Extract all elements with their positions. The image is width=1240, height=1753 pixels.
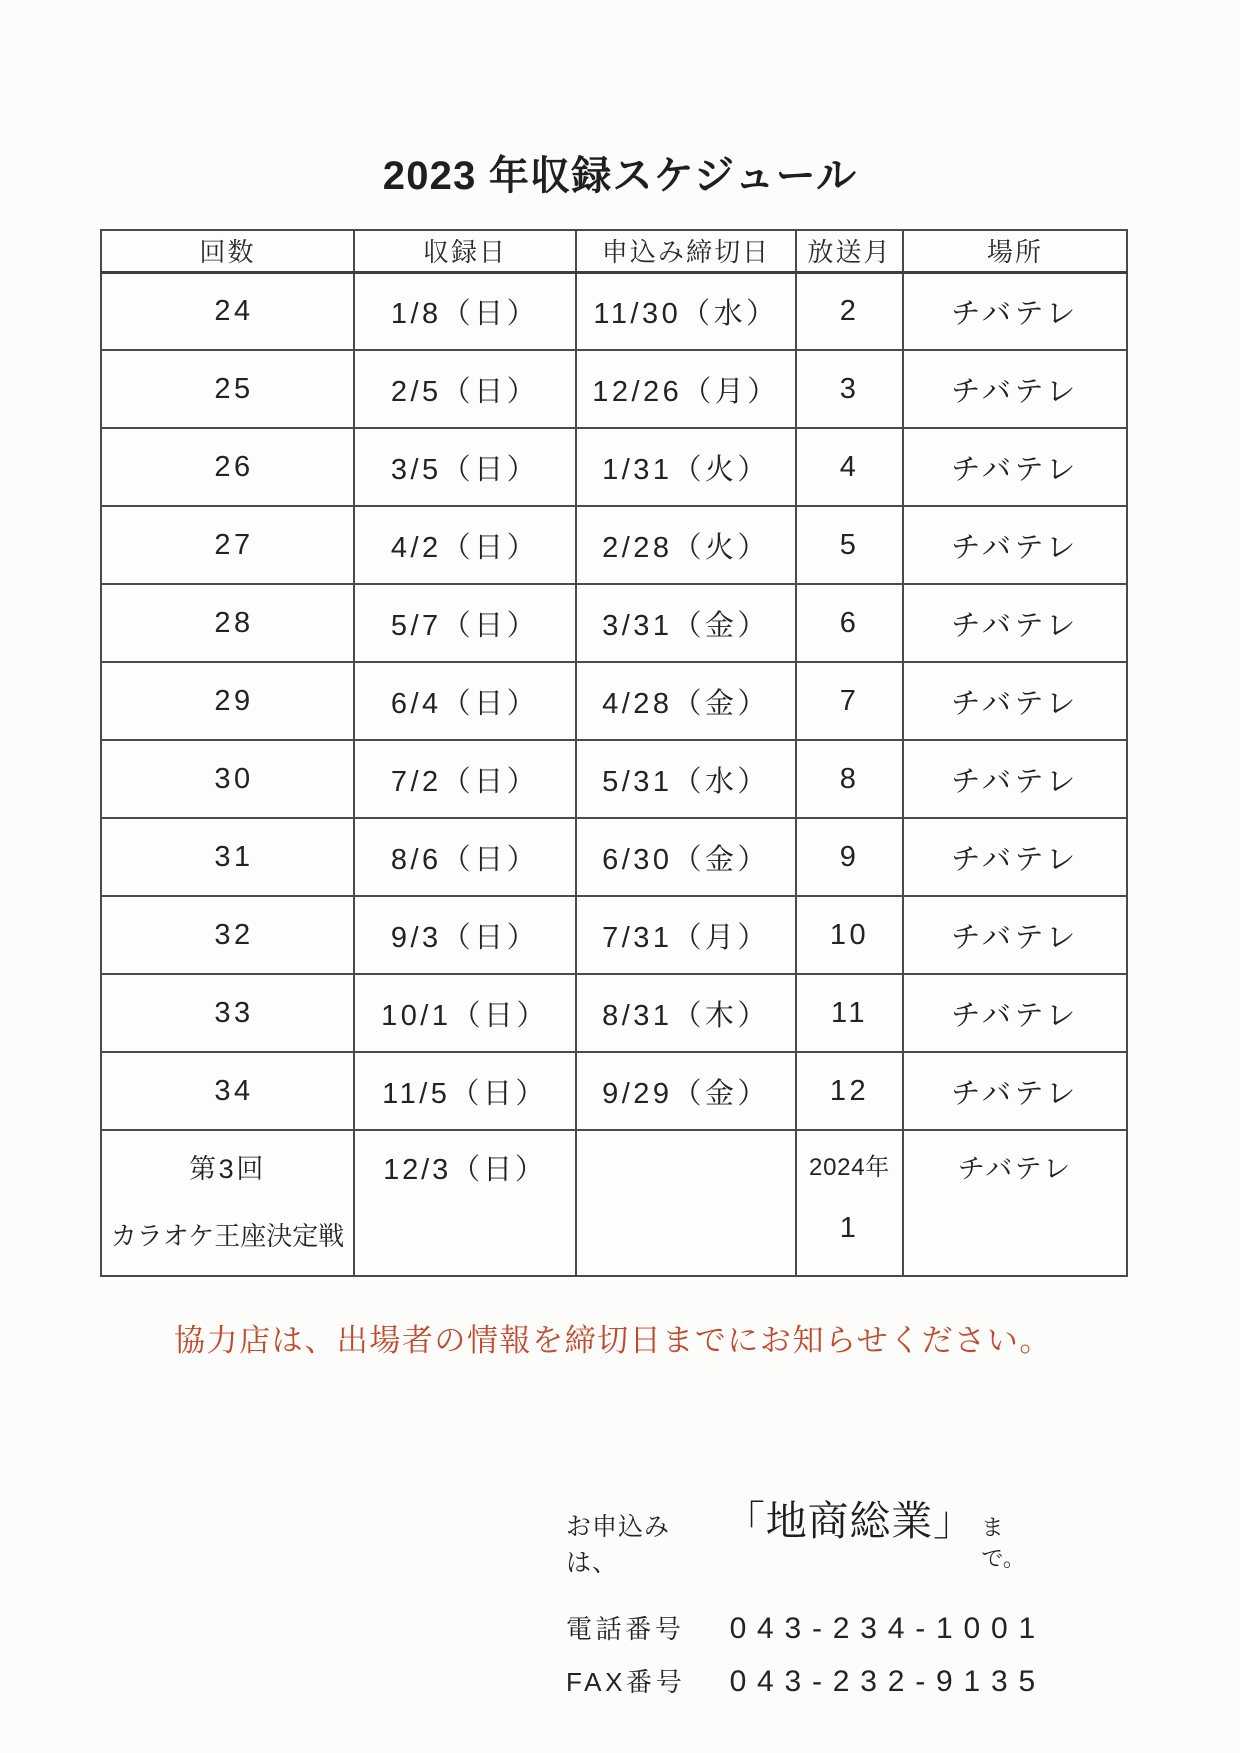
table-row (101, 584, 1127, 662)
table-row (101, 272, 1127, 350)
header-shurokubi: 収録日 (354, 230, 576, 272)
final-recording-date: 12/3（日） (383, 1154, 547, 1186)
cell-hosogetsu: 7 (796, 662, 903, 740)
cell-kaisu: 32 (101, 896, 354, 974)
header-kaisu: 回数 (101, 230, 354, 272)
table-row (101, 350, 1127, 428)
cell-shimekiri: 4/28（金） (576, 662, 796, 740)
header-basho: 場所 (903, 230, 1127, 272)
cell-basho: チバテレ (903, 662, 1127, 740)
cell-basho: チバテレ (903, 428, 1127, 506)
cell-shimekiri: 5/31（水） (576, 740, 796, 818)
cell-hosogetsu: 4 (796, 428, 903, 506)
cell-basho: チバテレ (903, 974, 1127, 1052)
table-row-final (101, 1130, 1127, 1276)
phone-number: 043-234-1001 (729, 1612, 1046, 1645)
final-round-label: 第3回 (188, 1154, 267, 1184)
phone-label: 電話番号 (566, 1614, 685, 1644)
cell-hosogetsu: 11 (796, 974, 903, 1052)
cell-shimekiri: 8/31（木） (576, 974, 796, 1052)
cell-shurokubi-final (354, 1130, 576, 1276)
cell-shurokubi: 6/4（日） (354, 662, 576, 740)
cell-kaisu: 34 (101, 1052, 354, 1130)
cell-shurokubi: 1/8（日） (354, 272, 576, 350)
table-row (101, 506, 1127, 584)
table-row (101, 896, 1127, 974)
application-line (566, 1488, 1046, 1579)
page-title: 2023 年収録スケジュール (382, 154, 858, 198)
cell-shimekiri: 11/30（水） (576, 272, 796, 350)
company-name: 「地商総業」 (723, 1498, 975, 1544)
cell-kaisu: 25 (101, 350, 354, 428)
cell-shurokubi: 11/5（日） (354, 1052, 576, 1130)
cell-basho-final (903, 1130, 1127, 1276)
final-location: チバテレ (957, 1154, 1073, 1184)
final-broadcast-year: 2024年 (809, 1154, 890, 1181)
cell-kaisu: 28 (101, 584, 354, 662)
cell-basho: チバテレ (903, 896, 1127, 974)
cell-shurokubi: 3/5（日） (354, 428, 576, 506)
cell-hosogetsu: 10 (796, 896, 903, 974)
cell-shimekiri: 2/28（火） (576, 506, 796, 584)
cell-kaisu: 31 (101, 818, 354, 896)
cell-hosogetsu: 6 (796, 584, 903, 662)
contact-block (566, 1488, 1046, 1699)
cell-kaisu: 27 (101, 506, 354, 584)
cell-shimekiri: 12/26（月） (576, 350, 796, 428)
cell-shurokubi: 8/6（日） (354, 818, 576, 896)
cell-kaisu: 24 (101, 272, 354, 350)
application-intro: お申込みは、 (566, 1513, 671, 1577)
cell-kaisu: 26 (101, 428, 354, 506)
cell-kaisu-final (101, 1130, 354, 1276)
cell-hosogetsu: 2 (796, 272, 903, 350)
cell-shimekiri: 9/29（金） (576, 1052, 796, 1130)
cell-shurokubi: 4/2（日） (354, 506, 576, 584)
deadline-notice: 協力店は、出場者の情報を締切日までにお知らせください。 (174, 1323, 1052, 1358)
cell-hosogetsu: 9 (796, 818, 903, 896)
cell-basho: チバテレ (903, 584, 1127, 662)
fax-label: FAX番号 (566, 1667, 686, 1697)
cell-hosogetsu-final (796, 1130, 903, 1276)
cell-basho: チバテレ (903, 1052, 1127, 1130)
cell-shurokubi: 7/2（日） (354, 740, 576, 818)
cell-shurokubi: 5/7（日） (354, 584, 576, 662)
cell-basho: チバテレ (903, 350, 1127, 428)
cell-basho: チバテレ (903, 818, 1127, 896)
cell-hosogetsu: 5 (796, 506, 903, 584)
cell-basho: チバテレ (903, 740, 1127, 818)
fax-number: 043-232-9135 (729, 1665, 1046, 1698)
cell-kaisu: 33 (101, 974, 354, 1052)
cell-hosogetsu: 3 (796, 350, 903, 428)
application-suffix: まで。 (981, 1515, 1025, 1571)
cell-shimekiri: 3/31（金） (576, 584, 796, 662)
table-header-row (101, 230, 1127, 272)
cell-shimekiri: 1/31（火） (576, 428, 796, 506)
cell-hosogetsu: 12 (796, 1052, 903, 1130)
table-row (101, 662, 1127, 740)
phone-row (566, 1609, 1046, 1646)
cell-shurokubi: 9/3（日） (354, 896, 576, 974)
final-event-label: カラオケ王座決定戦 (110, 1221, 345, 1251)
cell-shurokubi: 2/5（日） (354, 350, 576, 428)
cell-kaisu: 29 (101, 662, 354, 740)
table-row (101, 1052, 1127, 1130)
cell-shimekiri: 6/30（金） (576, 818, 796, 896)
table-row (101, 974, 1127, 1052)
cell-basho: チバテレ (903, 272, 1127, 350)
table-row (101, 740, 1127, 818)
header-hosogetsu: 放送月 (796, 230, 903, 272)
schedule-table (100, 229, 1128, 1277)
table-row (101, 428, 1127, 506)
final-broadcast-month: 1 (839, 1212, 860, 1244)
table-row (101, 818, 1127, 896)
header-shimekiri: 申込み締切日 (576, 230, 796, 272)
fax-row (566, 1662, 1046, 1699)
cell-hosogetsu: 8 (796, 740, 903, 818)
cell-shimekiri: 7/31（月） (576, 896, 796, 974)
cell-kaisu: 30 (101, 740, 354, 818)
cell-shimekiri-final (576, 1130, 796, 1276)
cell-basho: チバテレ (903, 506, 1127, 584)
cell-shurokubi: 10/1（日） (354, 974, 576, 1052)
